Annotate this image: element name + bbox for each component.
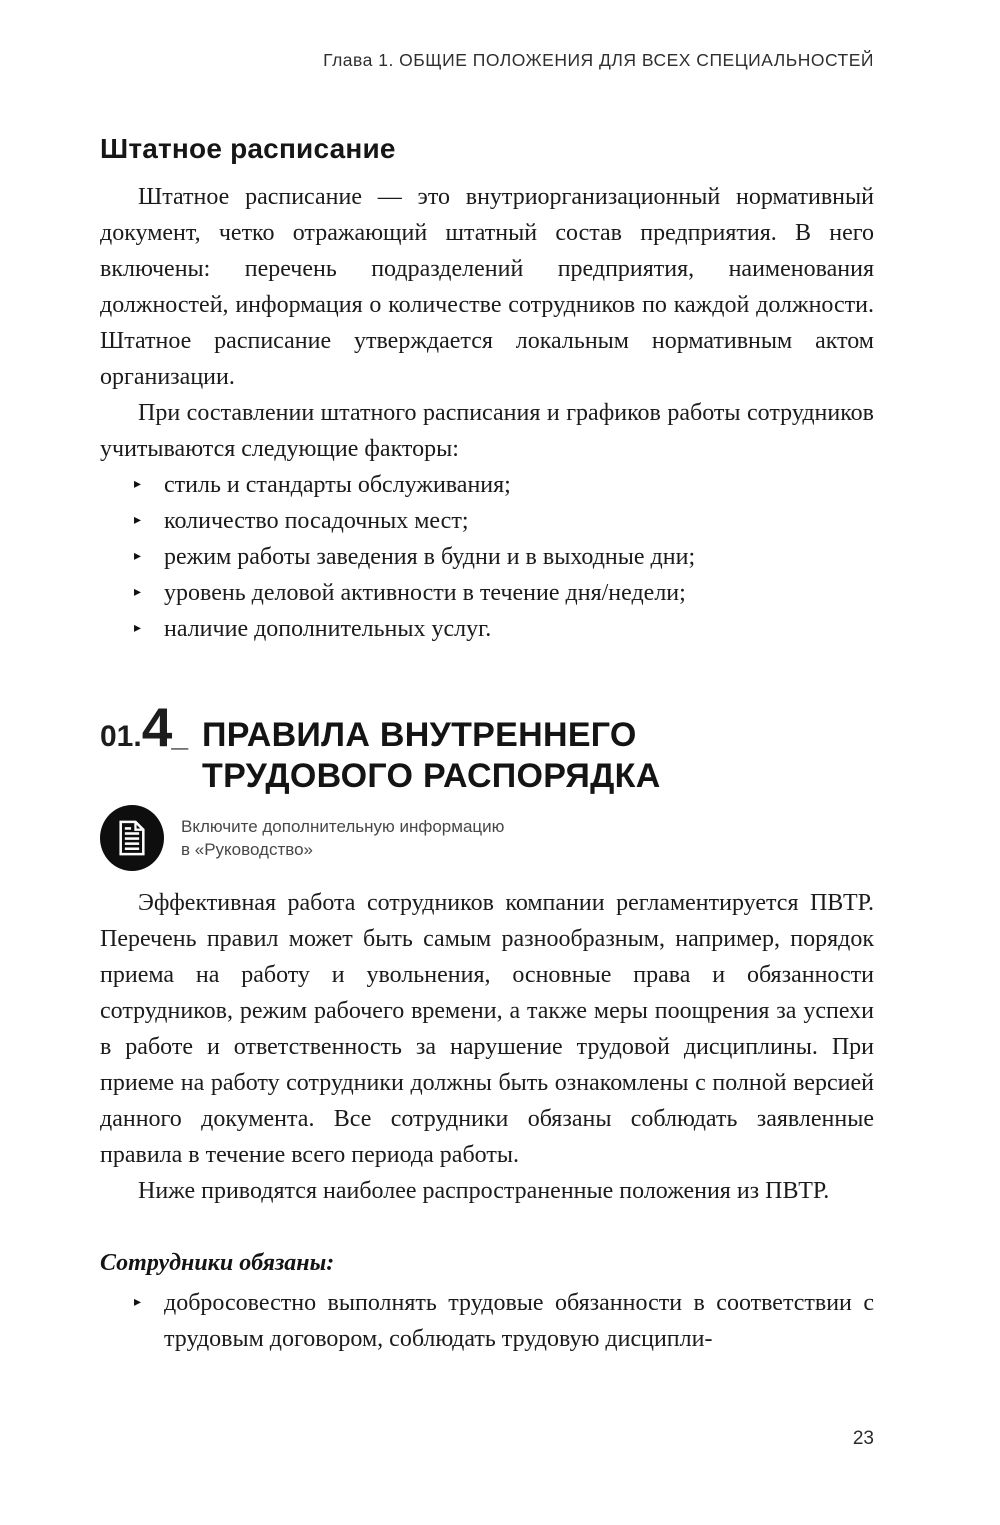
obligations-lead: Сотрудники обязаны: bbox=[100, 1250, 335, 1276]
section-title-rules bbox=[202, 715, 661, 797]
bullet-triangle-icon: ▸ bbox=[134, 585, 142, 600]
list-item-text: стиль и стандарты обслуживания; bbox=[164, 472, 511, 498]
paragraph-rules-2: Ниже приводятся наиболее распространенные положения из ПВТР. bbox=[138, 1178, 830, 1204]
list-item-text: добросовестно выполнять трудовые обязанности в соответствии с трудовым договором, соблюдать трудовую дисципли- bbox=[164, 1290, 874, 1352]
list-item-text: уровень деловой активности в течение дня/недели; bbox=[164, 580, 686, 606]
chapter-header: Глава 1. ОБЩИЕ ПОЛОЖЕНИЯ ДЛЯ ВСЕХ СПЕЦИАЛЬНОСТЕЙ bbox=[323, 50, 874, 70]
note-text-line2: в «Руководство» bbox=[181, 840, 314, 859]
heading-staffing: Штатное расписание bbox=[100, 133, 396, 164]
paragraph-staffing-2: При составлении штатного расписания и графиков работы сотрудников учитываются следующие факторы: bbox=[100, 400, 874, 462]
note-icon-badge bbox=[100, 805, 164, 871]
obligations-list bbox=[100, 1285, 874, 1357]
factors-list bbox=[100, 467, 874, 647]
bullet-triangle-icon: ▸ bbox=[134, 621, 142, 636]
note-text bbox=[181, 815, 504, 861]
bullet-triangle-icon: ▸ bbox=[134, 513, 142, 528]
list-item bbox=[100, 1285, 874, 1357]
paragraph-rules-1: Эффективная работа сотрудников компании регламентируется ПВТР. Перечень правил может быть самым разнообразным, например, порядок приема на работу и увольнения, основные права и обязанности сотрудников, режим рабочего времени, а также меры поощрения за успехи в работе и ответственность за нарушение трудовой дисциплины. При приеме на работу сотрудники должны быть ознакомлены с полной версией данного документа. Все сотрудники обязаны соблюдать заявленные правила в течение всего периода работы. bbox=[100, 890, 874, 1168]
list-item bbox=[100, 467, 874, 503]
list-item bbox=[100, 611, 874, 647]
section-number-underscore: _ bbox=[171, 720, 188, 753]
list-item bbox=[100, 575, 874, 611]
bullet-triangle-icon: ▸ bbox=[134, 477, 142, 492]
page-number: 23 bbox=[852, 1428, 874, 1449]
list-item bbox=[100, 539, 874, 575]
section-number bbox=[100, 695, 188, 759]
list-item-text: наличие дополнительных услуг. bbox=[164, 616, 492, 642]
list-item-text: количество посадочных мест; bbox=[164, 508, 469, 534]
paragraph-staffing-1: Штатное расписание — это внутриорганизационный нормативный документ, четко отражающий штатный состав предприятия. В него включены: перечень подразделений предприятия, наименования должностей, информация о количестве сотрудников по каждой должности. Штатное расписание утверждается локальным нормативным актом организации. bbox=[100, 184, 874, 390]
bullet-triangle-icon: ▸ bbox=[134, 549, 142, 564]
section-number-prefix: 01. bbox=[100, 720, 142, 753]
document-icon bbox=[117, 820, 147, 856]
guide-note bbox=[100, 805, 874, 871]
note-text-line1: Включите дополнительную информацию bbox=[181, 817, 505, 836]
bullet-triangle-icon: ▸ bbox=[134, 1295, 142, 1310]
section-heading-01-4 bbox=[100, 695, 874, 797]
section-title-line2: ТРУДОВОГО РАСПОРЯДКА bbox=[202, 757, 661, 795]
section-title-line1: ПРАВИЛА ВНУТРЕННЕГО bbox=[202, 716, 637, 754]
list-item-text: режим работы заведения в будни и в выходные дни; bbox=[164, 544, 696, 570]
list-item bbox=[100, 503, 874, 539]
section-number-big: 4 bbox=[141, 696, 172, 758]
